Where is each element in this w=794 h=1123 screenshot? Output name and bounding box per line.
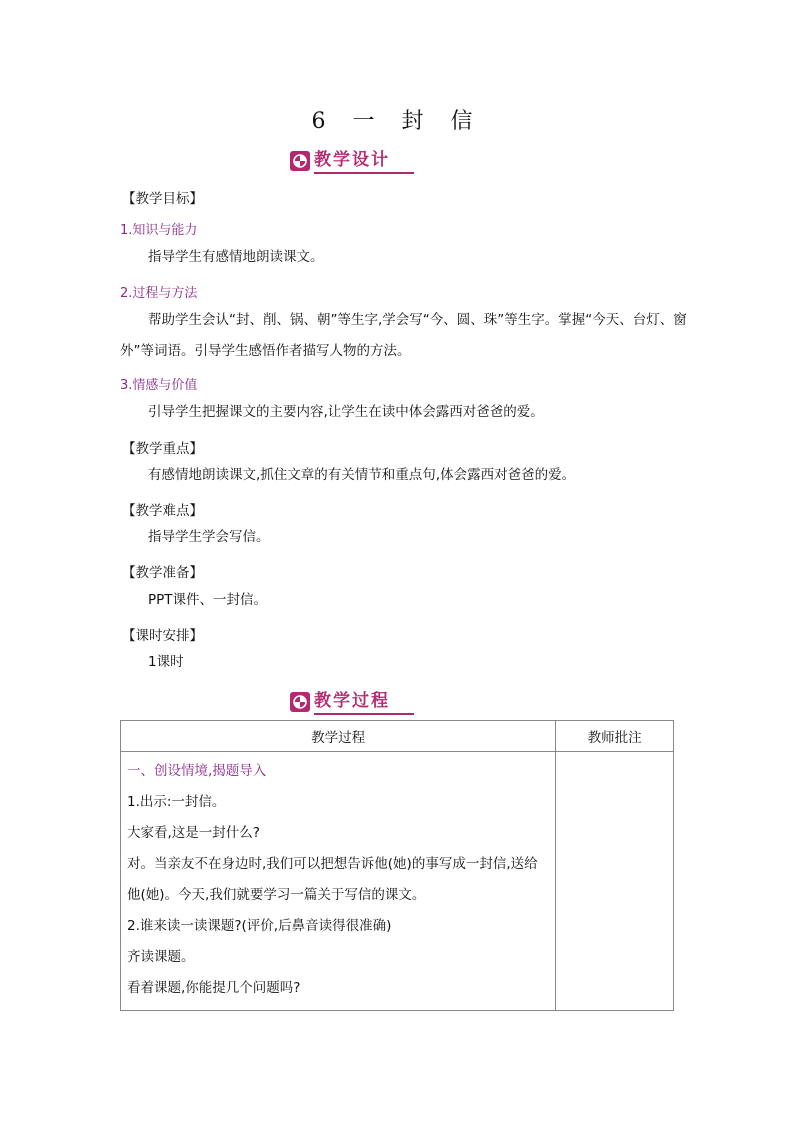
goal-sub-2: 2.过程与方法 bbox=[120, 286, 198, 301]
page-title: 6 一 封 信 bbox=[311, 109, 483, 134]
schedule-text: 1课时 bbox=[148, 654, 184, 670]
banner-teaching-design bbox=[290, 148, 414, 174]
process-line: 对。当亲友不在身边时,我们可以把想告诉他(她)的事写成一封信,送给他(她)。今天,我们就要学习一篇关于写信的课文。 bbox=[127, 856, 538, 903]
process-line: 看着课题,你能提几个问题吗? bbox=[127, 980, 301, 996]
table-header-notes: 教师批注 bbox=[556, 721, 674, 752]
process-line: 2.谁来读一读课题?(评价,后鼻音读得很准确) bbox=[127, 918, 392, 934]
teaching-process-table bbox=[120, 720, 674, 1011]
preparation-text: PPT课件、一封信。 bbox=[148, 592, 268, 608]
section-heading-goals: 【教学目标】 bbox=[122, 191, 203, 207]
goal-text-2: 帮助学生会认“封、削、锅、朝”等生字,学会写“今、圆、珠”等生字。掌握“今天、台灯、窗外”等词语。引导学生感悟作者描写人物的方法。 bbox=[120, 312, 687, 359]
goal-sub-1: 1.知识与能力 bbox=[120, 223, 198, 238]
process-line: 齐读课题。 bbox=[127, 949, 195, 965]
banner-label: 教学过程 bbox=[314, 691, 390, 711]
teacher-notes-cell bbox=[556, 752, 674, 1011]
process-line: 1.出示:一封信。 bbox=[127, 794, 226, 810]
section-heading-key-points: 【教学重点】 bbox=[122, 441, 203, 457]
goal-sub-3: 3.情感与价值 bbox=[120, 378, 198, 393]
process-line: 大家看,这是一封什么? bbox=[127, 825, 260, 841]
banner-underline bbox=[314, 713, 414, 715]
section-heading-schedule: 【课时安排】 bbox=[122, 628, 203, 644]
swirl-logo-icon bbox=[290, 151, 310, 171]
difficulty-text: 指导学生学会写信。 bbox=[148, 529, 270, 545]
banner-label: 教学设计 bbox=[314, 150, 390, 170]
key-points-text: 有感情地朗读课文,抓住文章的有关情节和重点句,体会露西对爸爸的爱。 bbox=[148, 467, 576, 483]
section-heading-preparation: 【教学准备】 bbox=[122, 565, 203, 581]
table-header-row bbox=[121, 721, 674, 752]
process-section-title: 一、创设情境,揭题导入 bbox=[127, 763, 267, 779]
banner-underline bbox=[314, 172, 414, 174]
swirl-logo-icon bbox=[290, 692, 310, 712]
table-row bbox=[121, 752, 674, 1011]
table-header-process: 教学过程 bbox=[121, 721, 556, 752]
goal-text-3: 引导学生把握课文的主要内容,让学生在读中体会露西对爸爸的爱。 bbox=[148, 404, 544, 420]
process-cell bbox=[121, 752, 556, 1011]
banner-teaching-process bbox=[290, 689, 414, 715]
section-heading-difficulty: 【教学难点】 bbox=[122, 503, 203, 519]
goal-text-1: 指导学生有感情地朗读课文。 bbox=[148, 249, 324, 265]
